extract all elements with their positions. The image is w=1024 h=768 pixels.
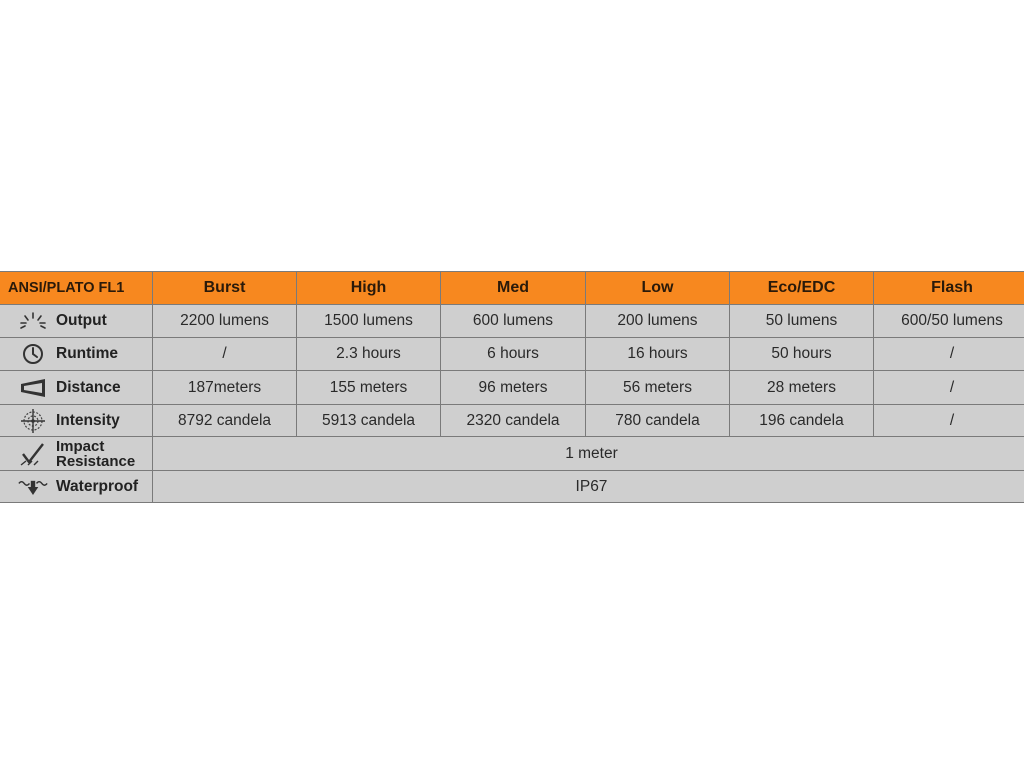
impact-label-line1: Impact [56,437,105,455]
runtime-low: 16 hours [586,338,729,370]
beam-icon [18,376,48,400]
row-label-runtime [0,338,152,370]
header-mode-low: Low [586,272,729,304]
row-label-intensity [0,405,152,436]
target-icon [18,409,48,433]
output-burst: 2200 lumens [153,305,296,337]
impact-value: 1 meter [153,437,1024,470]
header-mode-med: Med [441,272,585,304]
header-mode-flash: Flash [874,272,1024,304]
intensity-med: 2320 candela [441,405,585,436]
row-label-text: Runtime [56,345,118,362]
row-label-text: Distance [56,378,121,396]
output-high: 1500 lumens [297,305,440,337]
intensity-low: 780 candela [586,405,729,436]
spec-table [0,271,1024,503]
impact-label-line2: Resistance [56,452,136,470]
output-eco: 50 lumens [730,305,873,337]
row-label-output [0,305,152,337]
distance-flash: / [874,371,1024,404]
intensity-burst: 8792 candela [153,405,296,436]
output-low: 200 lumens [586,305,729,337]
runtime-med: 6 hours [441,338,585,370]
header-corner: ANSI/PLATO FL1 [0,272,152,304]
distance-high: 155 meters [297,371,440,404]
row-label-text: Intensity [56,411,120,429]
header-mode-burst: Burst [153,272,296,304]
runtime-flash: / [874,338,1024,370]
row-label-text: Waterproof [56,477,139,495]
row-label-text: Output [56,312,107,329]
clock-icon [18,342,48,366]
distance-med: 96 meters [441,371,585,404]
output-med: 600 lumens [441,305,585,337]
runtime-eco: 50 hours [730,338,873,370]
waterproof-value: IP67 [153,471,1024,502]
waterproof-icon [18,475,48,499]
runtime-high: 2.3 hours [297,338,440,370]
output-flash: 600/50 lumens [874,305,1024,337]
intensity-eco: 196 candela [730,405,873,436]
header-mode-eco: Eco/EDC [730,272,873,304]
intensity-high: 5913 candela [297,405,440,436]
runtime-burst: / [153,338,296,370]
distance-burst: 187meters [153,371,296,404]
row-label-waterproof [0,471,152,502]
row-label-impact [0,437,152,470]
intensity-flash: / [874,405,1024,436]
impact-label [56,439,135,469]
output-icon [18,309,48,333]
distance-eco: 28 meters [730,371,873,404]
impact-icon [18,442,48,466]
row-label-distance [0,371,152,404]
distance-low: 56 meters [586,371,729,404]
header-mode-high: High [297,272,440,304]
